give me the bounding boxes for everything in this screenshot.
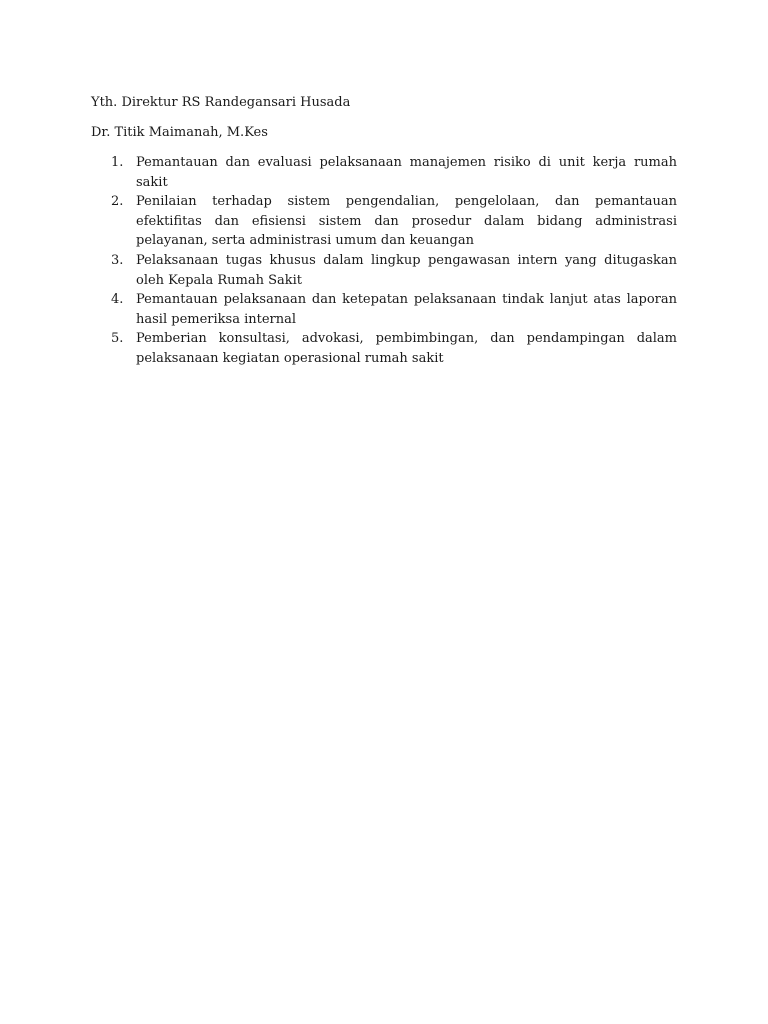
list-item-number: 2.	[111, 194, 124, 210]
list-item-number: 5.	[111, 331, 124, 347]
list-item	[91, 290, 677, 329]
list-item-text: Pemantauan dan evaluasi pelaksanaan manajemen risiko di unit kerja rumah sakit	[136, 155, 677, 190]
list-item-number: 3.	[111, 252, 124, 268]
list-item-text: Pemberian konsultasi, advokasi, pembimbingan, dan pendampingan dalam pelaksanaan kegiatan operasional rumah sakit	[136, 331, 677, 366]
list-item	[91, 329, 677, 368]
list-item-text: Pemantauan pelaksanaan dan ketepatan pelaksanaan tindak lanjut atas laporan hasil pemeriksa internal	[136, 292, 677, 327]
list-item-number: 1.	[111, 155, 124, 170]
author-line: Dr. Titik Maimanah, M.Kes	[91, 125, 268, 140]
duties-list	[91, 153, 677, 369]
list-item	[91, 192, 677, 251]
list-item	[91, 251, 677, 290]
list-item	[91, 153, 677, 192]
list-item-text: Penilaian terhadap sistem pengendalian, pengelolaan, dan pemantauan efektifitas dan efisiensi sistem dan prosedur dalam bidang administrasi pelayanan, serta administrasi umum dan keuangan	[136, 194, 677, 249]
list-item-text: Pelaksanaan tugas khusus dalam lingkup pengawasan intern yang ditugaskan oleh Kepala Rumah Sakit	[136, 252, 677, 288]
list-item-number: 4.	[111, 292, 124, 308]
addressee-line: Yth. Direktur RS Randegansari Husada	[91, 95, 351, 110]
